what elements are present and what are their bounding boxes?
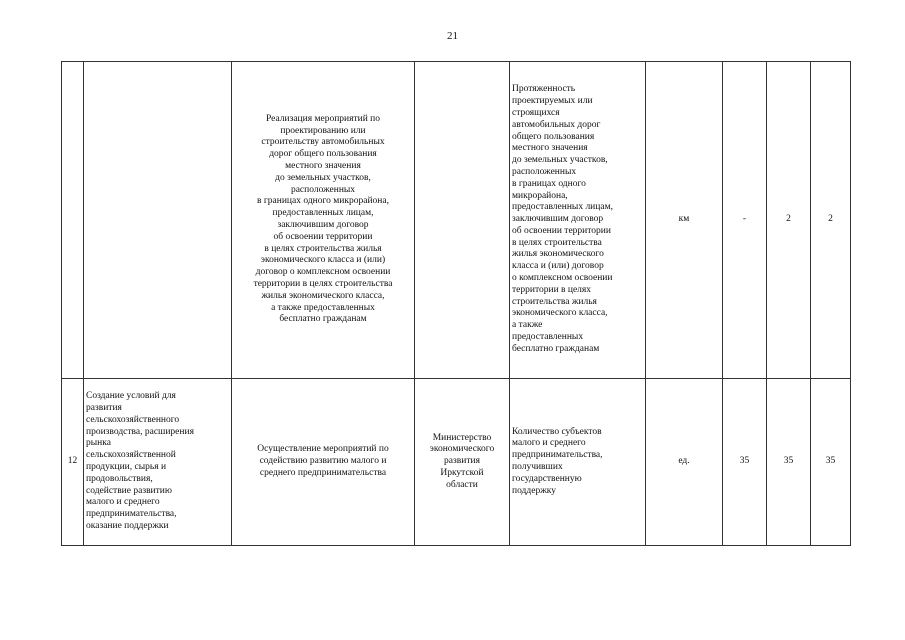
activity-line: местного значения [285,161,361,172]
goal-line: продовольствия, [86,473,153,484]
activity-cell [232,379,415,546]
activity-line: в границах одного микрорайона, [257,196,389,207]
activity-line: заключившим договор [277,220,369,230]
executor-line: развития [444,456,480,467]
indicator-line: об освоении территории [512,225,611,236]
activity-line: предоставленных лицам, [272,208,374,219]
indicator-cell [510,62,646,379]
activity-line: строительству автомобильных [261,137,385,148]
value-cell-3: 2 [811,62,851,379]
indicator-line: микрорайона, [512,190,568,201]
activity-line: Осуществление мероприятий по [257,444,389,455]
goal-line: производства, расширения [86,426,194,437]
executor-line: экономического [429,444,495,455]
row-number: 12 [62,379,84,546]
goal-cell [84,379,232,546]
indicator-line: поддержку [512,485,556,496]
indicator-line: до земельных участков, [512,155,608,166]
indicator-line: бесплатно гражданам [512,343,600,354]
indicator-line: экономического класса, [512,308,608,319]
indicator-line: в целях строительства [512,237,602,248]
activity-line: проектированию или [280,125,366,136]
executor-cell [415,62,510,379]
indicator-line: общего пользования [512,131,595,142]
indicator-line: класса и (или) договор [512,261,604,272]
activity-line: дорог общего пользования [269,149,377,160]
indicator-line: заключившим договор [512,214,604,225]
indicator-line: Протяженность [512,84,576,95]
activity-line: об освоении территории [273,231,373,242]
activity-line: Реализация мероприятий по [265,113,381,124]
goal-line: продукции, сырья и [86,462,167,472]
activity-line: расположенных [290,184,356,195]
unit-cell: ед. [646,379,723,546]
goal-line: малого и среднего [86,497,160,508]
indicator-line: государственную [512,473,582,484]
activity-line: в целях строительства жилья [264,243,382,254]
goal-line: оказание поддержки [86,520,169,531]
executor-line: Иркутской [440,467,484,478]
activity-line: среднего предпринимательства [259,467,387,478]
goal-line: предпринимательства, [86,509,177,520]
value-cell-3: 35 [811,379,851,546]
indicator-line: строящихся [512,107,560,118]
value-cell-2: 2 [767,62,811,379]
page-number: 21 [447,30,458,42]
activity-line: бесплатно гражданам [279,314,367,325]
indicator-line: получивших [512,462,563,472]
goal-line: сельскохозяйственного [86,414,180,425]
value-cell-1: 35 [723,379,767,546]
indicator-line: предпринимательства, [512,450,603,461]
indicator-line: местного значения [512,143,588,154]
goal-line: Создание условий для [86,391,176,402]
activity-line: жилья экономического класса, [261,290,385,301]
indicator-line: в границах одного [512,178,586,189]
value-cell-1: - [723,62,767,379]
indicator-line: малого и среднего [512,438,586,449]
indicator-line: территории в целях [512,284,592,295]
row-number [62,62,84,379]
goal-line: развития [86,403,122,414]
indicator-line: а также [512,320,543,331]
indicator-line: о комплексном освоении [512,273,613,284]
indicator-line: предоставленных лицам, [512,202,613,213]
executor-line: области [446,479,478,490]
indicator-line: строительства жилья [512,296,597,307]
activity-line: территории в целях строительства [253,278,393,289]
indicator-cell [510,379,646,546]
activity-cell [232,62,415,379]
activity-line: договор о комплексном освоении [255,267,391,278]
indicator-line: жилья экономического [512,249,604,260]
table-row [62,62,851,379]
table-row [62,379,851,546]
goal-line: сельскохозяйственной [86,450,176,461]
activity-line: до земельных участков, [275,172,371,183]
indicator-line: автомобильных дорог [512,119,601,130]
activity-line: экономического класса и (или) [260,255,386,266]
activity-line: а также предоставленных [271,302,375,313]
executor-cell [415,379,510,546]
unit-cell: км [646,62,723,379]
value-cell-2: 35 [767,379,811,546]
indicator-line: проектируемых или [512,96,593,107]
indicator-line: предоставленных [512,332,584,343]
activity-line: содействию развитию малого и [259,456,387,467]
goal-line: содействие развитию [86,485,172,496]
indicator-line: Количество субъектов [512,426,602,437]
goal-cell [84,62,232,379]
goal-line: рынка [86,438,111,449]
program-table [61,61,851,546]
indicator-line: расположенных [512,166,577,177]
executor-line: Министерство [432,432,492,443]
